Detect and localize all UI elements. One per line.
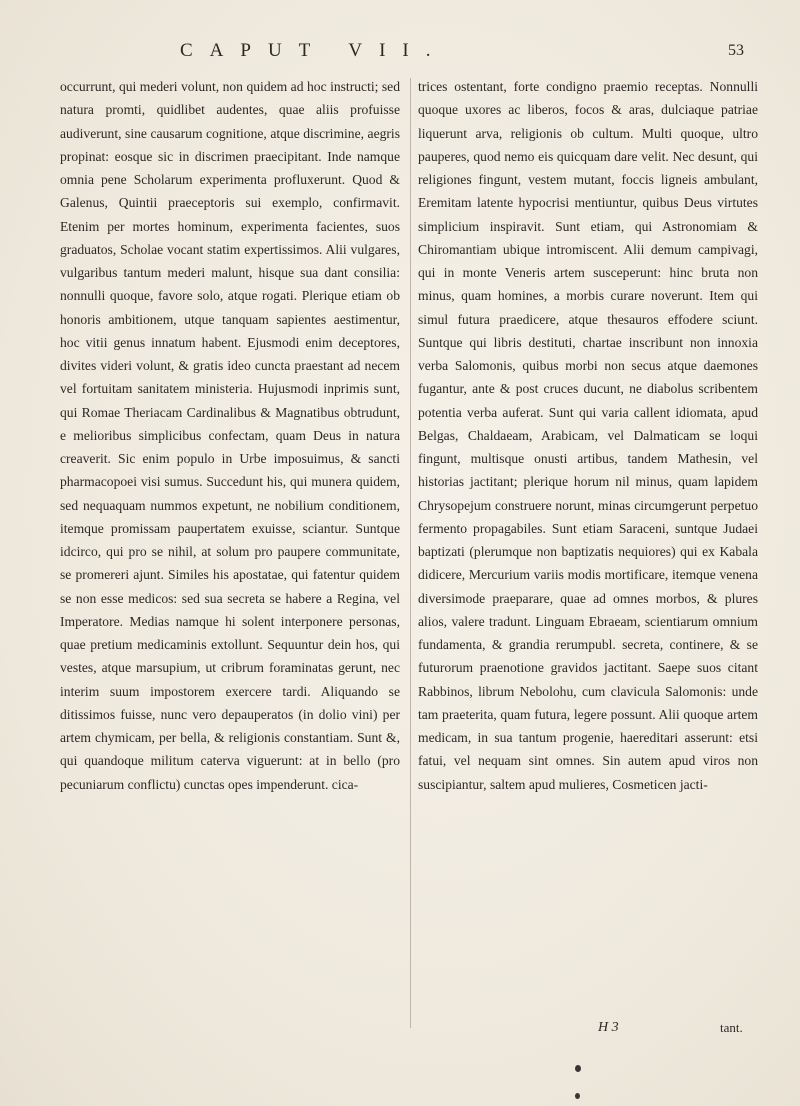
running-head: CAPUT VII. <box>180 40 448 61</box>
right-column-text: trices ostentant, forte condigno praemio receptas. Nonnulli quoque uxores ac liberos, focos & aras, dulciaque patriae liquerunt arva, religionis ob cultum. Multi quoque, ultro pauperes, quod nemo eis quicquam dare velit. Nec desunt, qui religiones fingunt, vestem mutant, foccis ligneis ambulant, Eremitam latente hypocrisi mentiuntur, quibus Deus virtutes simplicium inspiravit. Sunt etiam, qui Astronomiam & Chiromantiam ubique intromiscent. Alii demum campivagi, qui in monte Veneris artem susceperunt: hinc bruta non minus, quam homines, a morbis curare noverunt. Item qui simul futura praedicere, atque thesauros effodere sciunt. Suntque qui libris destituti, chartae inscribunt non innoxia verba Salomonis, quibus morbi non secus atque daemones fugantur, ante & post cruces ducunt, ne diabolus scribentem potentia verba auferat. Sunt qui varia callent idiomata, apud Belgas, Chaldaeam, Arabicam, vel Dalmaticam se loqui fingunt, multisque onusti artibus, tandem Mathesin, vel historias jactitant; plerique horum nil minus, quam lapidem Chrysopejum construere norunt, minas circumgerunt perpetuo fermento propagabiles. Sunt etiam Saraceni, suntque Judaei baptizati (plerumque non baptizatis nequiores) qui ex Kabala didicere, Mercurium variis modis mortificare, itemque venena diversimode praeparare, quae ad omnes morbos, & plures alios, valere tradunt. Linguam Ebraeam, scientiarum omnium fundamenta, & grandia rerumpubl. secreta, continere, & se futurorum praenotione gravidos jactitant. Saepe suos citant Rabbinos, librum Nebolohu, cum clavicula Salomonis: unde tam praeterita, quam futura, legere possunt. Alii quoque artem medicam, in sua tantum progenie, haereditari asserunt: etsi fatui, vel nequam sint omnes. Sin autem apud viros non suscipiantur, saltem apud mulieres, Cosmeticen jacti- <box>418 79 758 792</box>
left-column <box>60 75 400 796</box>
catchword: tant. <box>720 1020 743 1035</box>
page-number: 53 <box>728 42 744 59</box>
ink-speck <box>575 1093 580 1099</box>
column-divider <box>410 78 411 1028</box>
signature-mark: H 3 <box>598 1020 619 1035</box>
right-column <box>418 75 758 796</box>
ink-speck <box>575 1065 581 1072</box>
left-column-text: occurrunt, qui mederi volunt, non quidem ad hoc instructi; sed natura promti, quidlibet audentes, quae aliis profuisse audiverunt, sine causarum cognitione, atque discrimine, aegris propinat: eosque sic in discrimen praecipitant. Inde namque omnia pene Scholarum experimenta profluxerunt. Quod & Galenus, Quintii praeceptoris sui exemplo, confirmavit. Etenim per mortes hominum, experimenta facientes, suos graduatos, Scholae vocant statim expertissimos. Alii vulgares, vulgaribus tantum mederi malunt, hisque sua dant consilia: nonnulli quoque, favore solo, atque rogati. Plerique etiam ob honoris ambitionem, utque tanquam sapientes aestimentur, hoc vitii genus innatum habent. Ejusmodi enim deceptores, divites videri volunt, & gratis ideo cuncta praestant ad necem vel fortuitam sanitatem ministeria. Hujusmodi inprimis sunt, qui Romae Theriacam Cardinalibus & Magnatibus obtrudunt, e melioribus simplicibus confectam, quam Deus in natura creaverit. Sic enim populo in Urbe imposuimus, & sancti pharmacopoei visi sumus. Succedunt his, qui munera quidem, sed nequaquam nummos expetunt, ne nobilium conditionem, itemque promissam paupertatem exuisse, sciantur. Suntque idcirco, qui pro se nihil, at solum pro paupere communitate, se promereri ajunt. Similes his apostatae, qui fatentur quidem se non esse medicos: sed sua secreta se habere a Regina, vel Imperatore. Medias namque hi solent interponere personas, quae pretium medicaminis extollunt. Sequuntur dein hos, qui vestes, atque marsupium, ut cribrum foraminatas gerunt, nec interim suum impostorem exercere tardi. Aliquando se ditissimos fuisse, nunc vero depauperatos (in dolio vini) per artem chymicam, per bella, & religionis constantiam. Sunt &, qui quandoque militum caterva viguerunt: at in bello (pro pecuniarum conflictu) cunctas opes impenderunt. cica- <box>60 79 400 792</box>
